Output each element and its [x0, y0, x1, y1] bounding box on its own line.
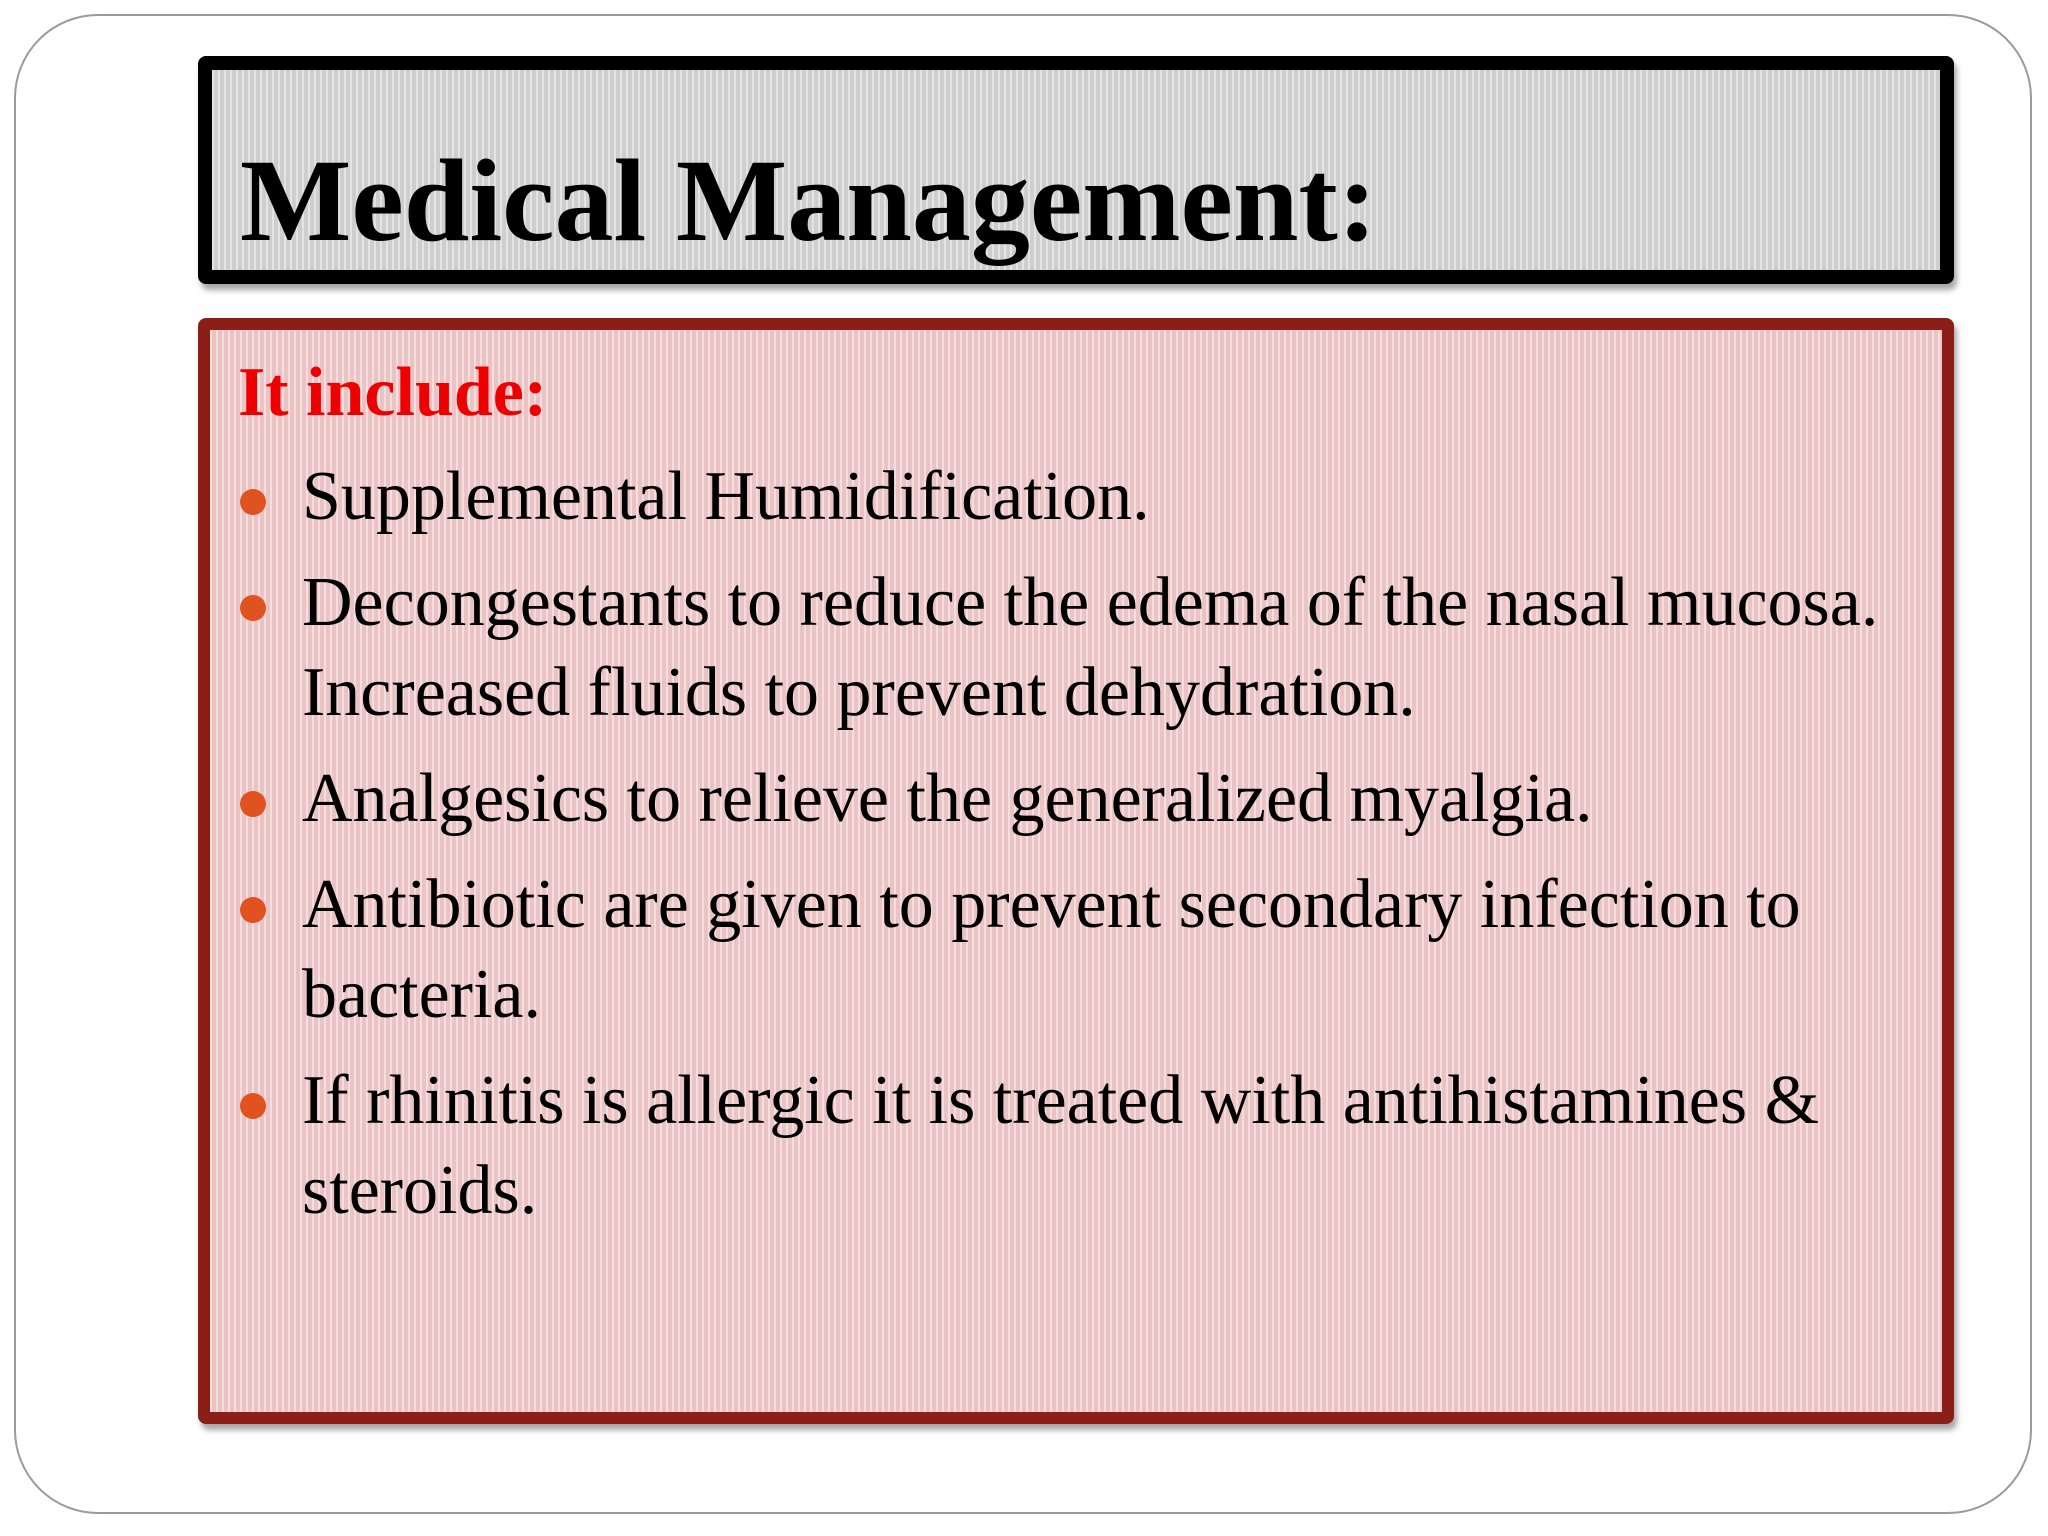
bullet-text: Antibiotic are given to prevent secondary infection to bacteria.: [302, 866, 1801, 1033]
bullet-item: [238, 860, 1938, 1040]
bullet-dot-icon: [240, 791, 266, 817]
intro-heading: It include:: [238, 354, 548, 431]
bullet-item: [238, 754, 1938, 844]
bullet-item: [238, 1056, 1938, 1236]
bullet-dot-icon: [240, 1093, 266, 1119]
bullet-item: [238, 558, 1938, 738]
bullet-dot-icon: [240, 489, 266, 515]
bullet-text: Decongestants to reduce the edema of the nasal mucosa. Increased fluids to prevent dehydration.: [302, 564, 1879, 731]
bullet-text: Supplemental Humidification.: [302, 458, 1150, 535]
bullet-dot-icon: [240, 897, 266, 923]
bullet-text: If rhinitis is allergic it is treated with antihistamines & steroids.: [302, 1062, 1820, 1229]
bullet-item: [238, 452, 1938, 542]
title-box: [198, 56, 1954, 284]
bullet-list: [238, 452, 1938, 1252]
bullet-text: Analgesics to relieve the generalized myalgia.: [302, 760, 1593, 837]
content-box: [198, 318, 1954, 1424]
slide-title: Medical Management:: [240, 135, 1378, 266]
bullet-dot-icon: [240, 595, 266, 621]
